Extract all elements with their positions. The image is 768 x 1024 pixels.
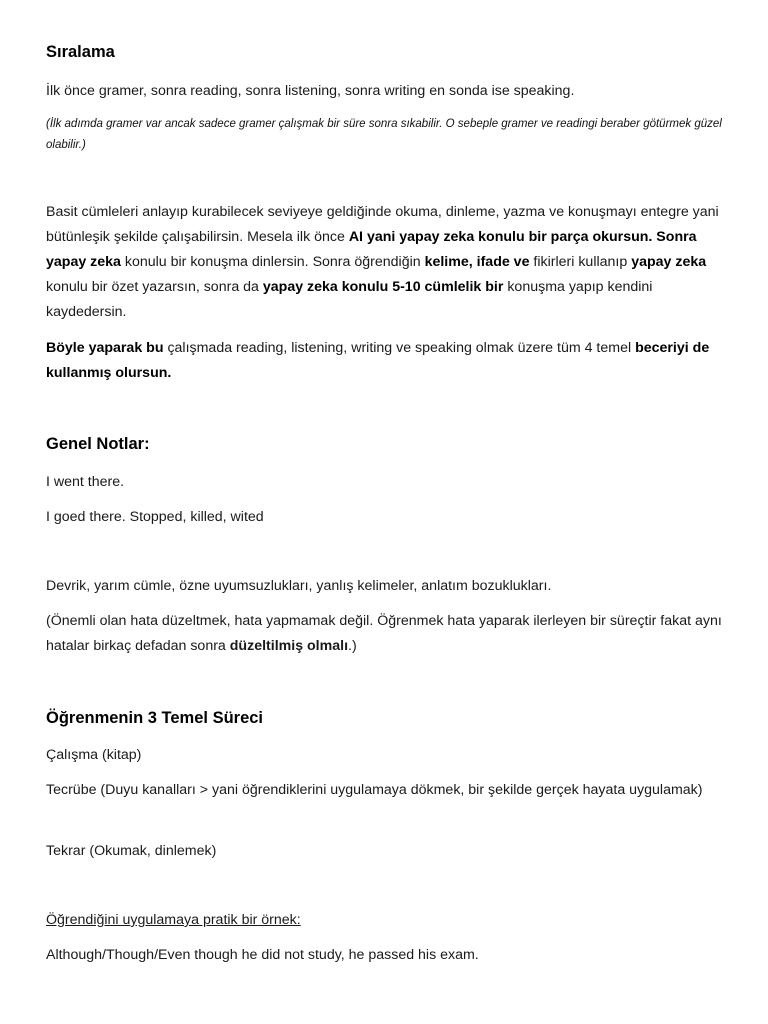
integrated-text: konulu bir konuşma dinlersin. Sonra öğrendiğin [120,254,425,270]
section-heading-siralama: Sıralama [46,43,115,61]
example-sentence: Although/Though/Even though he did not study, he passed his exam. [46,947,479,963]
grammar-note: (İlk adımda gramer var ancak sadece gramer çalışmak bir süre sonra sıkabilir. O sebeple gramer ve readingi beraber götürmek güzel olabilir.) [46,118,722,151]
mistakes-emphasis: düzeltilmiş olmalı [229,638,349,654]
integrated-text: Basit cümleleri anlayıp kurabilecek seviyeye geldiğinde okuma, dinleme, yazma ve konuşmayı entegre yani bütünleşik şekilde çalışabilirsin. Mesela ilk önce [46,204,719,245]
section-heading-genel-notlar: Genel Notlar: [46,435,150,453]
example-title: Öğrendiğini uygulamaya pratik bir örnek: [46,912,301,928]
integrated-text: fikirleri kullanıp [529,254,632,270]
skills-emphasis: Böyle yaparak bu [46,340,164,356]
mistakes-text: .) [348,638,357,654]
skills-text: çalışmada reading, listening, writing ve speaking olmak üzere tüm 4 temel [163,340,636,356]
skills-emphasis: beceriyi de kullanmış olursun. [46,340,710,381]
skills-paragraph [46,336,726,386]
order-paragraph: İlk önce gramer, sonra reading, sonra listening, sonra writing en sonda ise speaking. [46,83,575,99]
integrated-text: konulu bir özet yazarsın, sonra da [46,279,263,295]
mistakes-note [46,609,726,659]
mistakes-text: (Önemli olan hata düzeltmek, hata yapmamak değil. Öğrenmek hata yaparak ilerleyen bir süreçtir fakat aynı hatalar birkaç defadan sonra [46,613,722,654]
integrated-emphasis: kelime, ifade ve [424,254,530,270]
process-item-experience: Tecrübe (Duyu kanalları > yani öğrendiklerini uygulamaya dökmek, bir şekilde gerçek hayata uygulamak) [46,782,703,798]
process-item-repetition: Tekrar (Okumak, dinlemek) [46,843,217,859]
section-heading-ogrenme: Öğrenmenin 3 Temel Süreci [46,709,264,727]
error-types: Devrik, yarım cümle, özne uyumsuzlukları, yanlış kelimeler, anlatım bozuklukları. [46,578,552,594]
integrated-paragraph [46,200,726,325]
example-incorrect: I goed there. Stopped, killed, wited [46,509,264,525]
integrated-emphasis: AI yani yapay zeka konulu bir parça okursun. Sonra yapay zeka [46,229,697,270]
integrated-emphasis: yapay zeka [631,254,707,270]
example-correct: I went there. [46,474,125,490]
integrated-text: konuşma yapıp kendini kaydedersin. [46,279,653,320]
integrated-emphasis: yapay zeka konulu 5-10 cümlelik bir [262,279,504,295]
process-item-study: Çalışma (kitap) [46,747,142,763]
